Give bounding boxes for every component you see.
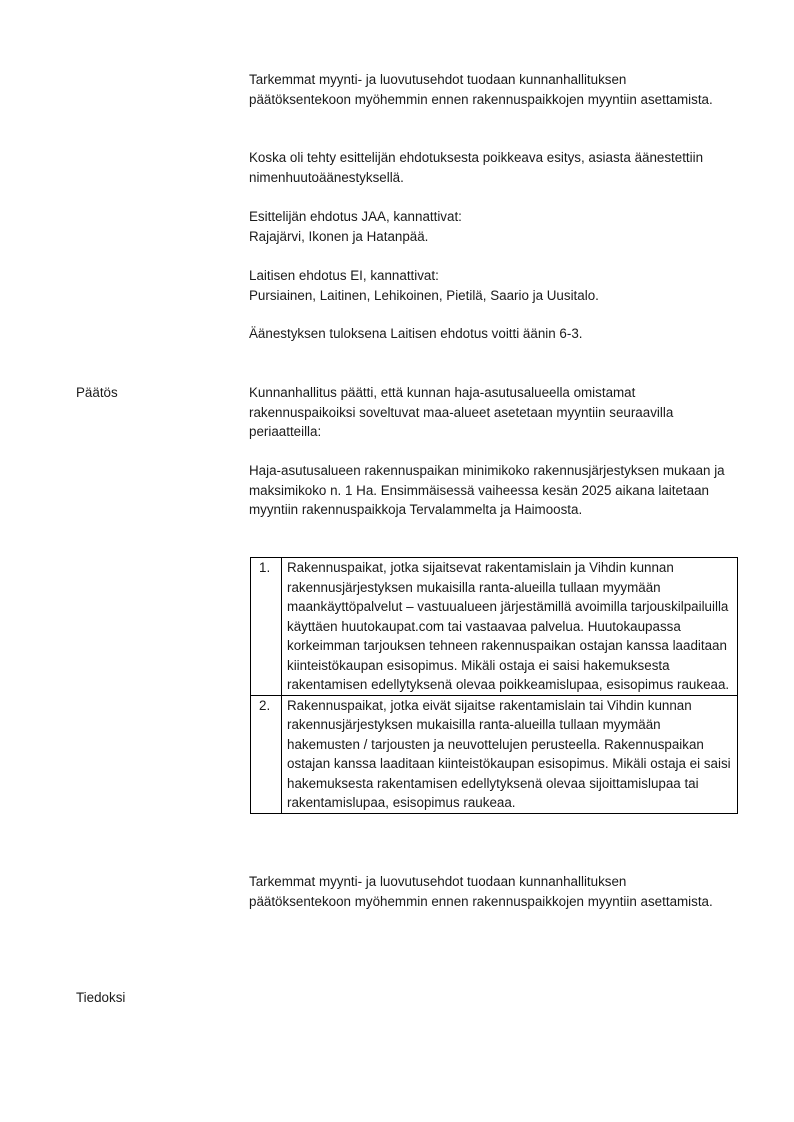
decision-terms-note-text: Tarkemmat myynti- ja luovutusehdot tuodaan kunnanhallituksen päätöksentekoon myöhemmin ennen rakennuspaikkojen myyntiin asettamista. — [249, 874, 713, 909]
intro-terms-note — [249, 70, 729, 109]
decision-para-2 — [249, 461, 729, 520]
table-row — [251, 695, 738, 813]
vote-note — [249, 148, 729, 187]
info-label: Tiedoksi — [76, 990, 126, 1005]
item-text: Rakennuspaikat, jotka eivät sijaitse rakentamislain tai Vihdin kunnan rakennusjärjestyksen mukaisilla ranta-alueilla tullaan myymään hakemusten / tarjousten ja neuvottelujen perusteella. Rakennuspaikan ostajan kanssa laaditaan kiinteistökaupan esisopimus. Mikäli ostaja ei saisi hakemuksesta rakentamisen edellytyksenä olevaa sijoittamislupaa tai rakentamislupaa, esisopimus raukeaa. — [282, 695, 738, 813]
decision-items-table — [250, 557, 738, 814]
vote-result — [249, 324, 729, 344]
proposal-no — [249, 266, 729, 305]
decision-para-1 — [249, 383, 729, 442]
proposal-no-supporters: Pursiainen, Laitinen, Lehikoinen, Pietilä, Saario ja Uusitalo. — [249, 287, 599, 303]
vote-note-text: Koska oli tehty esittelijän ehdotuksesta poikkeava esitys, asiasta äänestettiin nimenhuutoäänestyksellä. — [249, 150, 704, 185]
item-number: 1. — [251, 558, 282, 696]
table-row — [251, 558, 738, 696]
terms-note-text: Tarkemmat myynti- ja luovutusehdot tuodaan kunnanhallituksen päätöksentekoon myöhemmin ennen rakennuspaikkojen myyntiin asettamista. — [249, 72, 713, 107]
proposal-no-title: Laitisen ehdotus EI, kannattivat: — [249, 268, 439, 283]
proposal-yes-supporters: Rajajärvi, Ikonen ja Hatanpää. — [249, 228, 429, 244]
decision-terms-note — [249, 872, 729, 911]
decision-para-1-text: Kunnanhallitus päätti, että kunnan haja-asutusalueella omistamat rakennuspaikoiksi soveltuvat maa-alueet asetetaan myyntiin seuraavilla periaatteilla: — [249, 385, 674, 439]
item-number: 2. — [251, 695, 282, 813]
item-text: Rakennuspaikat, jotka sijaitsevat rakentamislain ja Vihdin kunnan rakennusjärjestyksen mukaisilla ranta-alueilla tullaan myymään maankäyttöpalvelut – vastuualueen järjestämillä avoimilla tarjouskilpailuilla käyttäen huutokaupat.com tai vastaavaa palvelua. Huutokaupassa korkeimman tarjouksen tehneen rakennuspaikan ostajan kanssa laaditaan kiinteistökaupan esisopimus. Mikäli ostaja ei saisi hakemuksesta rakentamisen edellytyksenä olevaa poikkeamislupaa, esisopimus raukeaa. — [282, 558, 738, 696]
decision-label: Päätös — [76, 385, 118, 400]
proposal-yes — [249, 207, 729, 246]
vote-result-text: Äänestyksen tuloksena Laitisen ehdotus voitti äänin 6-3. — [249, 326, 583, 341]
decision-para-2-text: Haja-asutusalueen rakennuspaikan minimikoko rakennusjärjestyksen mukaan ja maksimikoko n. 1 Ha. Ensimmäisessä vaiheessa kesän 2025 aikana laitetaan myyntiin rakennuspaikkoja Tervalammelta ja Haimoosta. — [249, 463, 725, 517]
proposal-yes-title: Esittelijän ehdotus JAA, kannattivat: — [249, 209, 462, 224]
